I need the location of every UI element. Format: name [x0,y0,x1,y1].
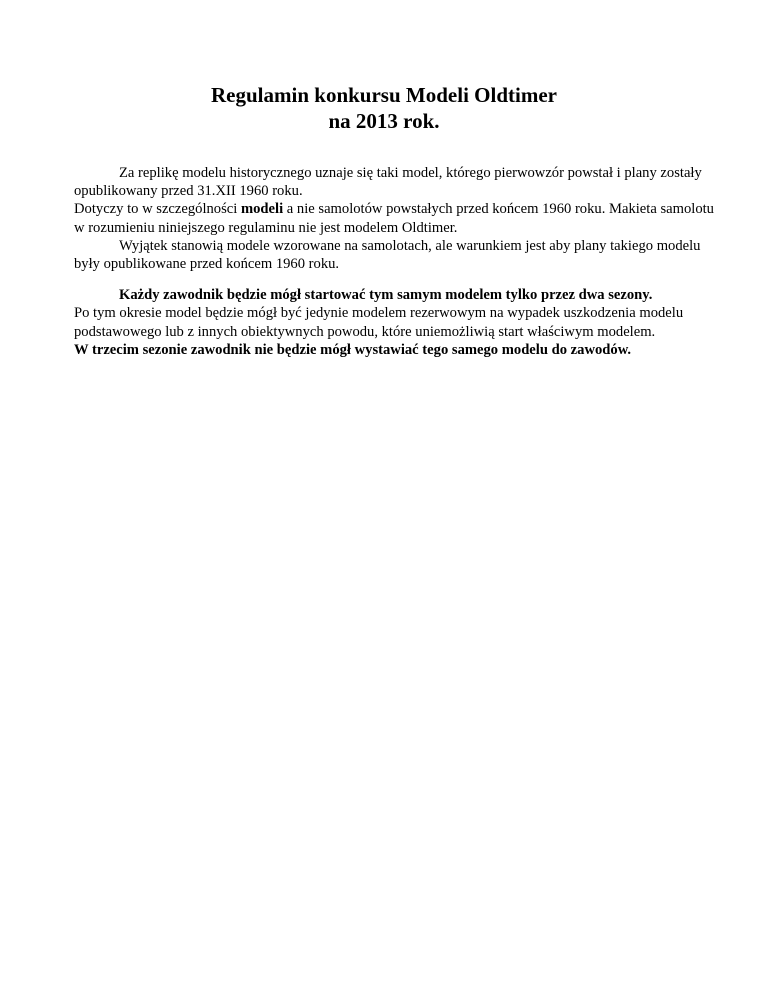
paragraph-third-season-rule [74,341,714,359]
paragraph-exception: Wyjątek stanowią modele wzorowane na samolotach, ale warunkiem jest aby plany takiego modelu były opublikowane przed końcem 1960 roku. [74,237,701,273]
paragraph-models-scope [74,200,714,236]
paragraph-models-scope-end: a nie samolotów powstałych przed końcem 1960 roku. Makieta samolotu w rozumieniu niniejszego regulaminu nie jest modelem Oldtimer. [74,201,714,236]
paragraph-two-seasons-rule [74,286,714,304]
title-line-2: na 2013 rok. [328,109,440,134]
paragraph-spacer [74,273,714,286]
title-line-1: Regulamin konkursu Modeli Oldtimer [211,83,557,108]
paragraph-reserve-model: Po tym okresie model będzie mógł być jedynie modelem rezerwowym na wypadek uszkodzenia modelu podstawowego lub z innych obiektywnych powodu, które uniemożliwią start właściwym modelem. [74,305,684,340]
emphasis-modeli: modeli [240,201,284,218]
document-body [74,164,714,359]
paragraph-replica-definition: Za replikę modelu historycznego uznaje się taki model, którego pierwowzór powstał i plany zostały opublikowany przed 31.XII 1960 roku. [74,165,702,200]
bold-two-seasons: Każdy zawodnik będzie mógł startować tym samym modelem tylko przez dwa sezony. [119,287,653,304]
document-title [0,82,768,134]
paragraph-models-scope-start: Dotyczy to w szczególności [74,201,241,218]
bold-third-season: W trzecim sezonie zawodnik nie będzie mógł wystawiać tego samego modelu do zawodów. [74,341,632,358]
